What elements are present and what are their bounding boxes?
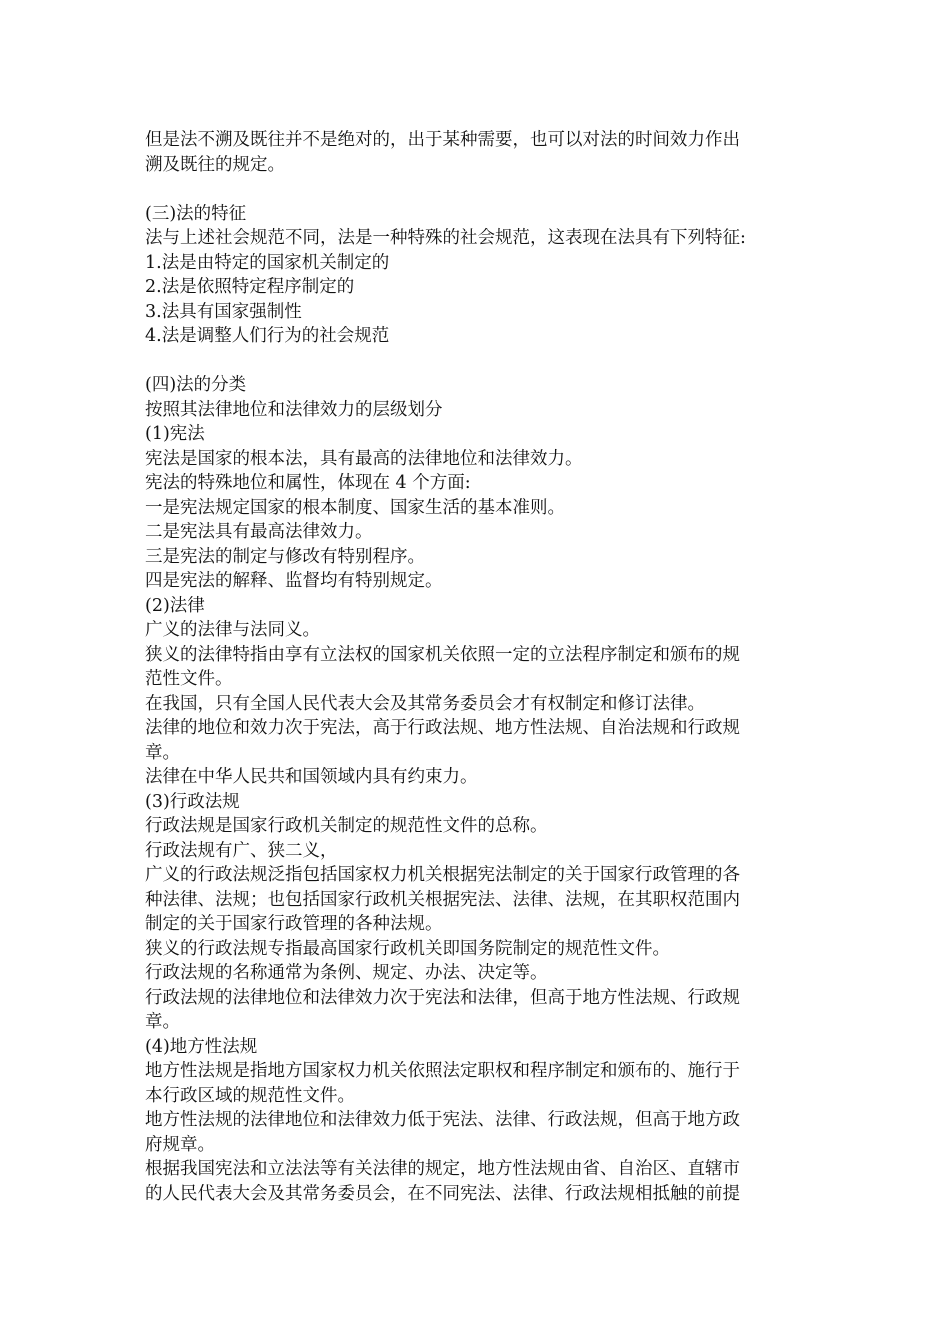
section-heading: (三)法的特征 (145, 203, 247, 224)
text-line: 广义的行政法规泛指包括国家权力机关根据宪法制定的关于国家行政管理的各 (145, 865, 740, 885)
text-line: 的人民代表大会及其常务委员会，在不同宪法、法律、行政法规相抵触的前提 (145, 1183, 740, 1204)
text-line: 章。 (145, 1012, 180, 1032)
text-line: 狭义的行政法规专指最高国家行政机关即国务院制定的规范性文件。 (145, 938, 670, 959)
paragraph-gap (145, 177, 805, 202)
text-line: 制定的关于国家行政管理的各种法规。 (145, 914, 443, 934)
text-line: 法律在中华人民共和国领域内具有约束力。 (145, 767, 478, 787)
text-line: 行政法规是国家行政机关制定的规范性文件的总称。 (145, 816, 548, 836)
text-line: 溯及既往的规定。 (145, 154, 285, 175)
list-item: 4.法是调整人们行为的社会规范 (145, 326, 390, 346)
text-line: 根据我国宪法和立法法等有关法律的规定，地方性法规由省、自治区、直辖市 (145, 1159, 740, 1179)
intro-paragraph (145, 128, 805, 177)
text-line: 四是宪法的解释、监督均有特别规定。 (145, 571, 443, 591)
text-line: 按照其法律地位和法律效力的层级划分 (145, 399, 443, 420)
text-line: 但是法不溯及既往并不是绝对的，出于某种需要，也可以对法的时间效力作出 (145, 130, 740, 150)
text-line: 宪法是国家的根本法，具有最高的法律地位和法律效力。 (145, 448, 583, 469)
text-line: 章。 (145, 742, 180, 763)
text-line: 宪法的特殊地位和属性，体现在 4 个方面: (145, 473, 471, 493)
text-line: 种法律、法规；也包括国家行政机关根据宪法、法律、法规，在其职权范围内 (145, 889, 740, 910)
list-item: 2.法是依照特定程序制定的 (145, 277, 355, 297)
text-line: 法律的地位和效力次于宪法，高于行政法规、地方性法规、自治法规和行政规 (145, 718, 740, 738)
text-line: 狭义的法律特指由享有立法权的国家机关依照一定的立法程序制定和颁布的规 (145, 644, 740, 665)
text-line: 地方性法规是指地方国家权力机关依照法定职权和程序制定和颁布的、施行于 (145, 1061, 740, 1081)
text-line: 二是宪法具有最高法律效力。 (145, 522, 373, 542)
text-line: 一是宪法规定国家的根本制度、国家生活的基本准则。 (145, 497, 565, 518)
document-page (145, 128, 805, 1206)
subsection-heading: (1)宪法 (145, 424, 205, 444)
text-line: 法与上述社会规范不同，法是一种特殊的社会规范，这表现在法具有下列特征: (145, 228, 746, 248)
list-item: 3.法具有国家强制性 (145, 301, 302, 322)
text-line: 范性文件。 (145, 669, 233, 689)
subsection-heading: (2)法律 (145, 595, 205, 616)
text-line: 行政法规的法律地位和法律效力次于宪法和法律，但高于地方性法规、行政规 (145, 987, 740, 1008)
subsection-heading: (3)行政法规 (145, 791, 240, 812)
section-three (145, 202, 805, 349)
text-line: 广义的法律与法同义。 (145, 620, 320, 640)
paragraph-gap (145, 349, 805, 374)
section-four (145, 373, 805, 1206)
section-heading: (四)法的分类 (145, 375, 247, 395)
list-item: 1.法是由特定的国家机关制定的 (145, 252, 390, 273)
text-line: 行政法规有广、狭二义， (145, 840, 338, 861)
text-line: 地方性法规的法律地位和法律效力低于宪法、法律、行政法规，但高于地方政 (145, 1110, 740, 1130)
text-line: 行政法规的名称通常为条例、规定、办法、决定等。 (145, 963, 548, 983)
text-line: 在我国，只有全国人民代表大会及其常务委员会才有权制定和修订法律。 (145, 693, 705, 714)
text-line: 府规章。 (145, 1134, 215, 1155)
subsection-heading: (4)地方性法规 (145, 1036, 258, 1057)
text-line: 本行政区域的规范性文件。 (145, 1085, 355, 1106)
text-line: 三是宪法的制定与修改有特别程序。 (145, 546, 425, 567)
